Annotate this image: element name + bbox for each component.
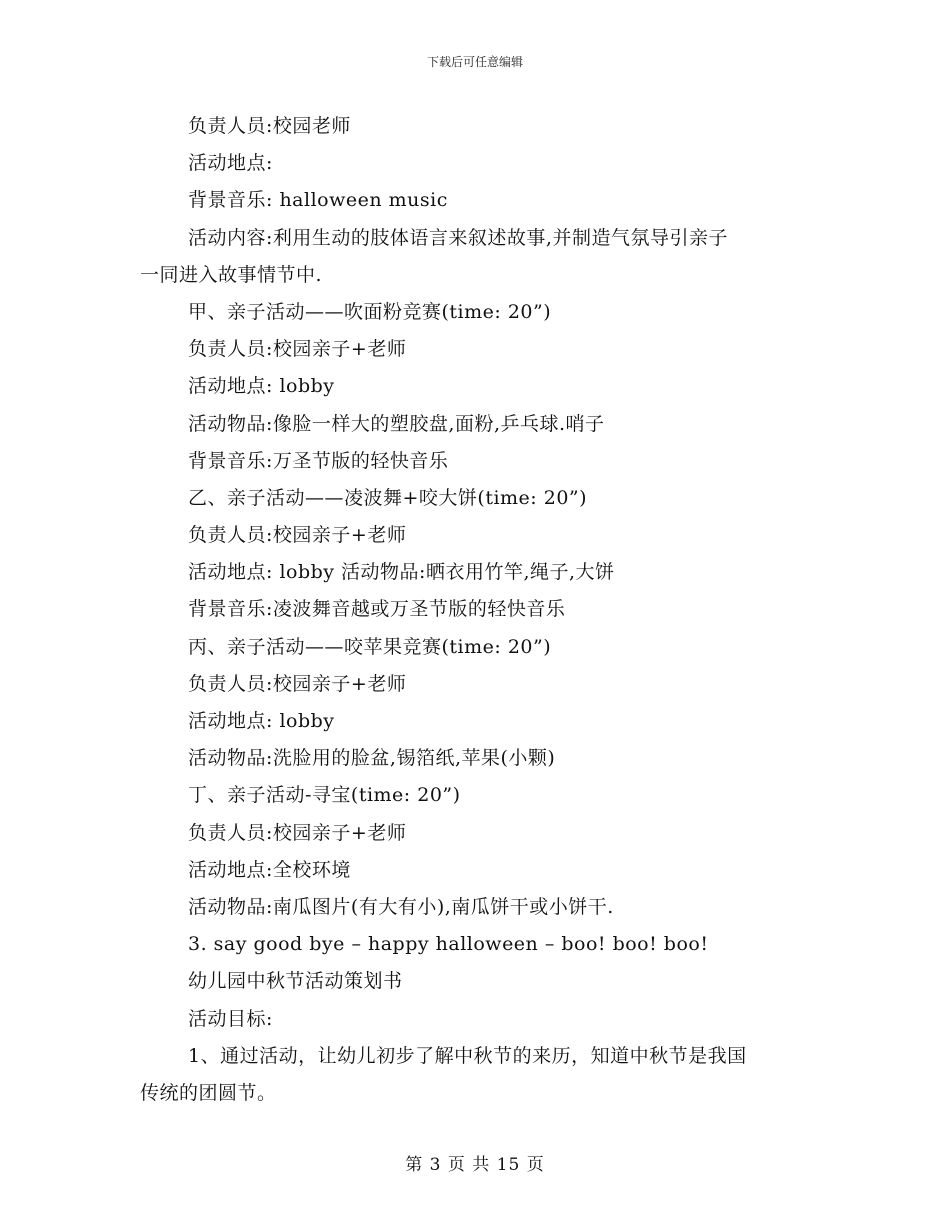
- body-line: 活动物品:南瓜图片(有大有小),南瓜饼干或小饼干.: [188, 895, 614, 918]
- body-line: 背景音乐:万圣节版的轻快音乐: [188, 449, 449, 472]
- body-line: 1、通过活动，让幼儿初步了解中秋节的来历，知道中秋节是我国: [188, 1044, 747, 1067]
- section-heading: 丁、亲子活动-寻宝(time: 20”): [188, 784, 461, 807]
- body-line: 背景音乐:凌波舞音越或万圣节版的轻快音乐: [188, 598, 566, 621]
- section-heading: 乙、亲子活动——凌波舞+咬大饼(time: 20”): [188, 486, 588, 509]
- body-line: 活动地点:全校环境: [188, 858, 351, 881]
- body-line: 背景音乐: halloween music: [188, 189, 448, 212]
- body-line: 活动内容:利用生动的肢体语言来叙述故事,并制造气氛导引亲子: [188, 226, 728, 249]
- body-line: 活动地点:: [188, 152, 273, 175]
- body-line: 负责人员:校园亲子+老师: [188, 524, 407, 547]
- body-line: 负责人员:校园亲子+老师: [188, 821, 407, 844]
- body-line: 活动地点: lobby: [188, 710, 335, 732]
- body-line: 传统的团圆节。: [140, 1081, 277, 1104]
- body-line: 活动地点: lobby 活动物品:晒衣用竹竿,绳子,大饼: [188, 561, 615, 584]
- body-line: 活动目标:: [188, 1007, 273, 1030]
- section-heading: 丙、亲子活动——咬苹果竞赛(time: 20”): [188, 635, 552, 658]
- body-line: 活动物品:洗脸用的脸盆,锡箔纸,苹果(小颗): [188, 747, 556, 770]
- body-line: 活动物品:像脸一样大的塑胶盘,面粉,乒乓球.哨子: [188, 412, 605, 435]
- document-subtitle: 幼儿园中秋节活动策划书: [188, 970, 403, 993]
- body-line: 负责人员:校园老师: [188, 115, 351, 137]
- body-line: 负责人员:校园亲子+老师: [188, 672, 407, 695]
- body-line: 3. say good bye – happy halloween – boo! boo! boo!: [188, 933, 709, 956]
- document-body: [140, 108, 820, 1112]
- section-heading: 甲、亲子活动——吹面粉竞赛(time: 20”): [188, 300, 552, 323]
- body-line: 负责人员:校园亲子+老师: [188, 338, 407, 361]
- body-line: 一同进入故事情节中.: [140, 263, 323, 286]
- body-line: 活动地点: lobby: [188, 375, 335, 398]
- page-header-note: 下载后可任意编辑: [426, 55, 523, 69]
- page-number: 第 3 页 共 15 页: [405, 1155, 545, 1175]
